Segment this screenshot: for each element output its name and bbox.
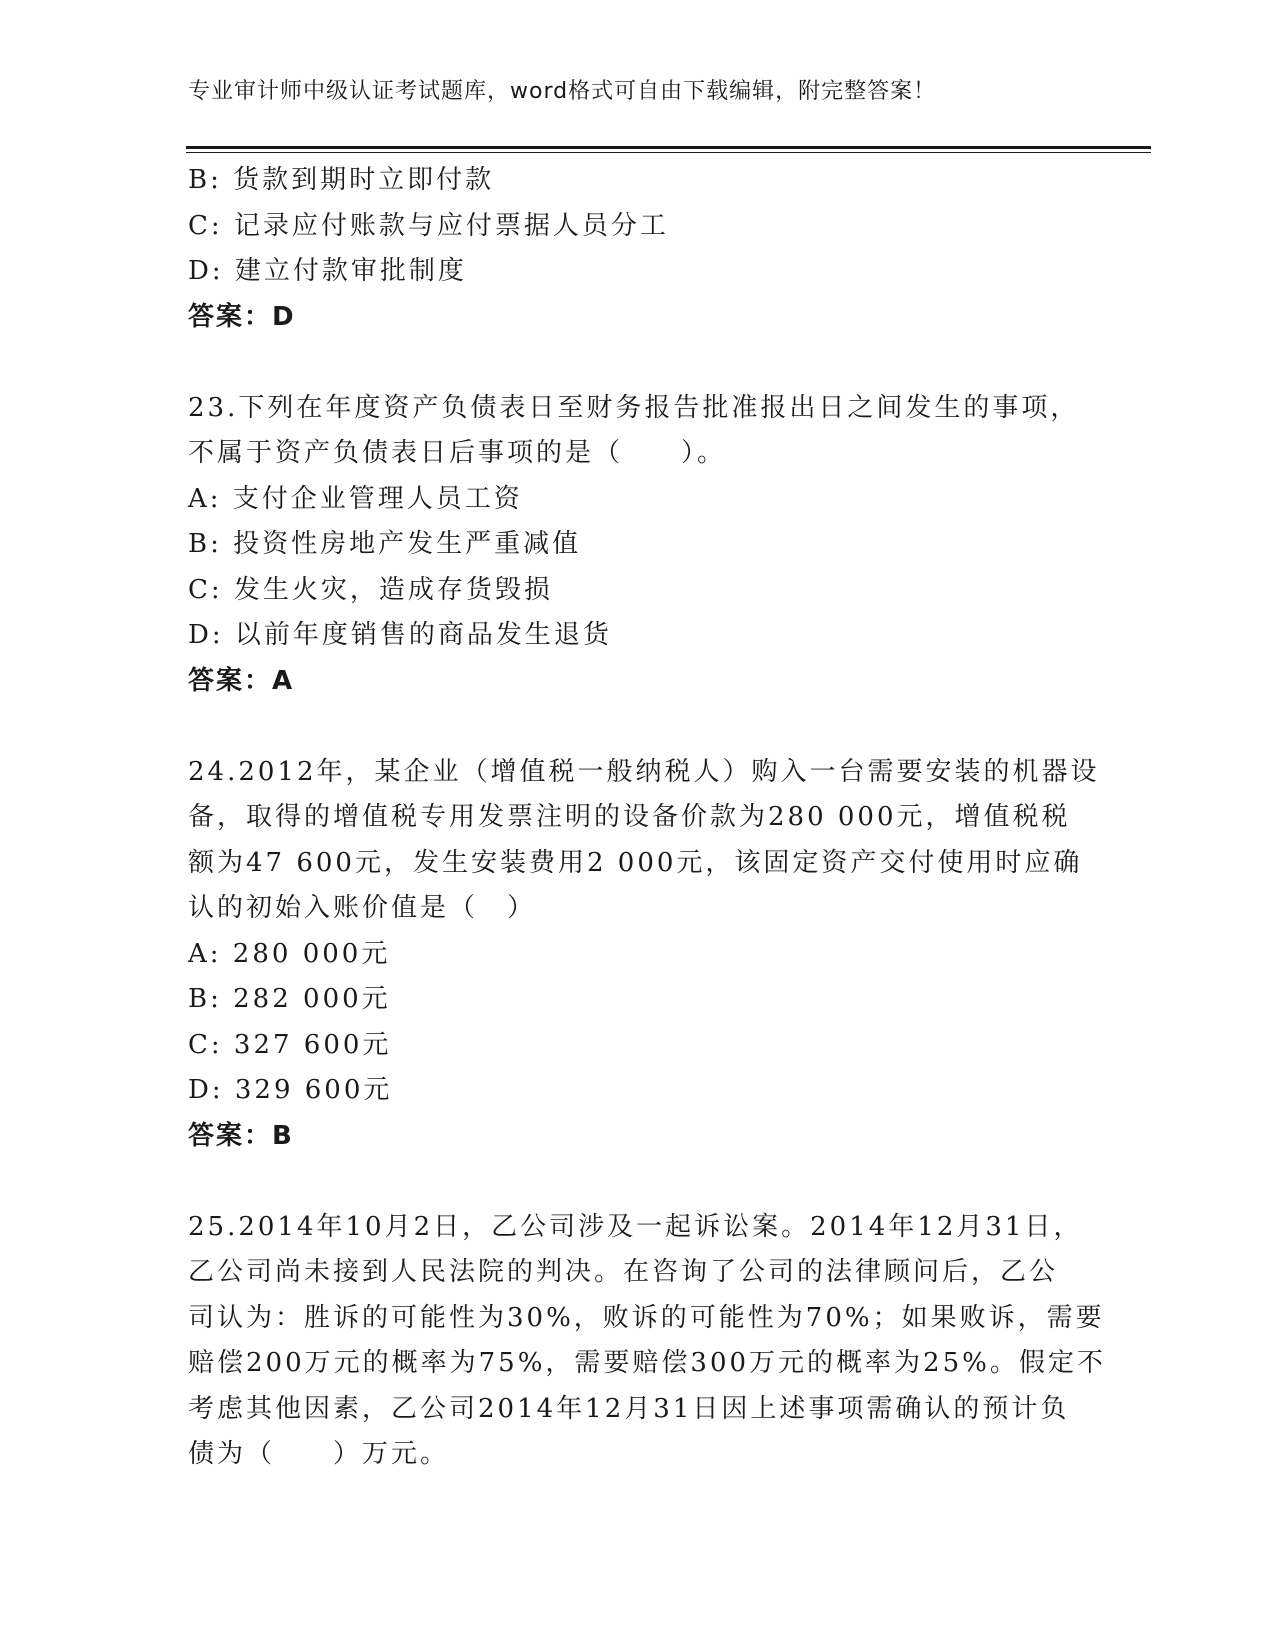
question-stem-line: 24.2012年，某企业（增值税一般纳税人）购入一台需要安装的机器设 [188, 756, 1100, 787]
question-stem-line: 25.2014年10月2日，乙公司涉及一起诉讼案。2014年12月31日， [188, 1211, 1083, 1242]
question-stem-line: 债为（ ）万元。 [188, 1439, 450, 1469]
question-23 [188, 386, 1088, 705]
option-b: B: 投资性房地产发生严重减值 [188, 529, 582, 559]
question-stem-line: 赔偿200万元的概率为75%，需要赔偿300万元的概率为25%。假定不 [188, 1348, 1106, 1378]
question-25 [188, 1205, 1106, 1478]
header-divider-thick [186, 146, 1151, 149]
answer-line: 答案：A [188, 665, 295, 696]
question-24 [188, 750, 1100, 1160]
question-stem-line: 不属于资产负债表日后事项的是（ ）。 [188, 438, 727, 468]
option-a: A: 280 000元 [188, 938, 391, 969]
option-b: B: 货款到期时立即付款 [188, 165, 495, 195]
answer-line: 答案：D [188, 301, 296, 332]
question-stem-line: 考虑其他因素，乙公司2014年12月31日因上述事项需确认的预计负 [188, 1393, 1070, 1424]
option-c: C: 记录应付账款与应付票据人员分工 [188, 210, 669, 241]
question-stem-line: 乙公司尚未接到人民法院的判决。在咨询了公司的法律顾问后，乙公 [188, 1257, 1059, 1287]
option-d: D: 329 600元 [188, 1075, 393, 1105]
option-c: C: 发生火灾，造成存货毁损 [188, 574, 553, 605]
question-stem-line: 备，取得的增值税专用发票注明的设备价款为280 000元，增值税税 [188, 802, 1071, 832]
question-stem-line: 23.下列在年度资产负债表日至财务报告批准报出日之间发生的事项， [188, 392, 1080, 423]
header-divider-thin [186, 152, 1151, 153]
question-22-continued [188, 158, 1088, 340]
option-d: D: 以前年度销售的商品发生退货 [188, 620, 612, 650]
question-stem-line: 司认为：胜诉的可能性为30%，败诉的可能性为70%；如果败诉，需要 [188, 1302, 1105, 1333]
question-stem-line: 额为47 600元，发生安装费用2 000元，该固定资产交付使用时应确 [188, 847, 1083, 878]
option-c: C: 327 600元 [188, 1029, 392, 1060]
page-header: 专业审计师中级认证考试题库，word格式可自由下载编辑，附完整答案！ [188, 79, 937, 104]
answer-line: 答案：B [188, 1120, 294, 1151]
option-a: A: 支付企业管理人员工资 [188, 483, 523, 514]
document-body [188, 158, 1106, 1478]
option-b: B: 282 000元 [188, 984, 391, 1014]
question-stem-line: 认的初始入账价值是（ ） [188, 893, 537, 923]
option-d: D: 建立付款审批制度 [188, 256, 467, 286]
